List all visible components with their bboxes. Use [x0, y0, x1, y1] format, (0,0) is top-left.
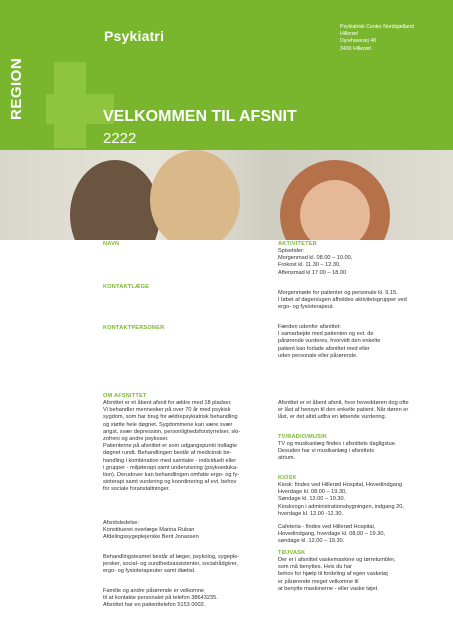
kontaktlaege-label: KONTAKTLÆGE [103, 284, 150, 290]
morgenmoede-text [278, 290, 407, 312]
region-label: REGION [8, 57, 25, 120]
address-block [340, 24, 450, 53]
text-line: atrium. [278, 455, 296, 462]
text-line: patient kan forlade afsnittet med eller [278, 345, 370, 352]
text-line: er låst af hensyn til den enkelte patient. Når døren er [278, 407, 409, 414]
text-line: Aftensmad kl 17.00 – 18.00 [278, 269, 347, 276]
text-line: I løbet af dagen/ugen afholdes aktivitetsgrupper ved [278, 297, 407, 304]
kiosk-label: KIOSK [278, 475, 297, 481]
kontaktpersoner-label: KONTAKTPERSONER [103, 325, 165, 331]
text-line: I samarbejde med patienten og evt. de [278, 331, 374, 338]
address-line: 3400 Hillerød [340, 45, 371, 52]
photo-figure-left [70, 160, 160, 240]
text-line: Vi behandler mennesker på over 70 år med psykisk [103, 407, 231, 414]
text-line: Der er i afsnittet vaskemaskine og tørretumbler, [278, 557, 396, 563]
text-line: sygdom, som har brug for ældrepsykiatrisk behandling [103, 414, 238, 421]
toejvask-text [278, 557, 396, 593]
toejvask-label: TØJVASK [278, 550, 306, 556]
tv-radio-text [278, 441, 396, 463]
text-line: søndage kl. 12.00 – 19.30. [278, 538, 345, 545]
staff-photo [0, 150, 453, 240]
text-line: Afsnitsledelse: [103, 520, 140, 526]
text-line: Afsnittet er et åbent afsnit, hvor hoveddøren dog ofte [278, 400, 409, 406]
text-line: Familie og andre pårørende er velkomne [103, 588, 205, 594]
content-area [0, 240, 453, 640]
text-line: Søndage kl. 12.00 – 19.30. [278, 496, 346, 503]
brand-name: Psykiatri [104, 28, 165, 44]
faerden-text [278, 324, 380, 360]
text-line: jersker, social- og sundhedsassistenter, socialrådgiver, [103, 561, 238, 568]
text-line: at benytte maskinerne - eller vaske tøjet [278, 585, 378, 592]
page-title: VELKOMMEN TIL AFSNIT [103, 108, 297, 125]
text-line: Frokost kl. 11.30 – 12.30, [278, 262, 341, 269]
text-line: ergo- og fysioterapeut. [278, 304, 334, 311]
text-line: Kiosk: findes ved Hillerød Hospital, Hovedindgang [278, 482, 403, 488]
text-line: Behandlingsteamet består af læger, psykolog, sygeple- [103, 554, 240, 560]
text-line: Morgenmad kl. 08.00 – 10.00, [278, 255, 353, 262]
text-line: Morgenmøde for patienter og personale kl. 9.15. [278, 290, 398, 296]
text-line: Konstitueret overlæge Marina Ruban [103, 527, 195, 534]
text-line: behov for hjælp til fordeling af egen vasketøj [278, 571, 388, 578]
text-line: Patienterne på afsnittet er som udgangspunkt indlagte [103, 443, 238, 450]
text-line: Desuden har vi musikanlæg i afsnittets [278, 448, 375, 455]
text-line: sioterapi samt vurdering og koordinering af evt. behov [103, 479, 237, 486]
text-line: Spisetider: [278, 248, 305, 254]
text-line: er pårørende meget velkomne til [278, 578, 359, 585]
kiosk-text [278, 482, 404, 518]
text-line: handling i kombination med samtaler - individuelt eller [103, 457, 237, 464]
text-line: TV og musikanlæg findes i afsnittets dagligstue. [278, 441, 397, 447]
text-line: Afsnittet er et åbent afsnit for ældre med 18 pladser. [103, 400, 232, 406]
address-line: Psykiatrisk Center Nordsjælland [340, 24, 414, 30]
region-box [22, 76, 46, 134]
cafeteria-text [278, 524, 385, 546]
text-line: pårørende vurderes, hvorvidt den enkelte [278, 338, 381, 345]
text-line: Afsnittet har en patienttelefon 5153 0002. [103, 602, 206, 609]
familie-text [103, 588, 218, 610]
navn-label: NAVN [103, 241, 120, 247]
text-line: til at kontakte personalet på telefon 38643235. [103, 595, 218, 602]
text-line: zofreni og andre psykoser. [103, 436, 169, 443]
om-afsnittet-text [103, 400, 240, 494]
afsnitsledelse-text [103, 520, 199, 542]
text-line: Hovedindgang, hverdage kl. 08.00 – 19.30, [278, 531, 385, 538]
aabent-afsnit-text [278, 400, 409, 422]
header [0, 0, 453, 230]
text-line: angst, svær depression, personlighedsforstyrrelser, ski- [103, 428, 241, 435]
spisetider-text [278, 248, 352, 277]
photo-figure-middle [150, 150, 240, 240]
text-line: Afdelingssygeplejerske Berit Jonassen [103, 534, 199, 541]
text-line: tion). Derudover kan behandlingen omfatte ergo- og fy- [103, 472, 240, 479]
text-line: og støtte hele døgnet. Sygdommene kan være svær [103, 421, 233, 428]
text-line: låst, er det altid udfra en løbende vurdering. [278, 414, 387, 421]
text-line: døgnet rundt. Behandlingen består af medicinsk be- [103, 450, 232, 457]
text-line: uden personale eller pårørende. [278, 352, 358, 359]
behandlingsteam-text [103, 554, 239, 576]
text-line: som må benyttes. Hvis du har [278, 564, 352, 571]
address-line: Hillerød [340, 31, 358, 38]
text-line: Kioskvogn i administrationsbygningen, indgang 20, [278, 503, 404, 510]
text-line: Hverdage kl. 08.00 – 19.30, [278, 489, 347, 496]
text-line: hverdage kl. 12.00 -12.30. [278, 510, 343, 517]
om-afsnittet-label: OM AFSNITTET [103, 393, 147, 399]
aktiviteter-label: AKTIVITETER [278, 241, 317, 247]
text-line: for sociale foranstaltninger. [103, 486, 170, 493]
text-line: Cafeteria - findes ved Hillerød Hospital, [278, 524, 376, 530]
address-line: Dyrehavevej 48 [340, 38, 377, 45]
page-subtitle: 2222 [103, 130, 137, 147]
tv-radio-label: TV/RADIO/MUSIK [278, 434, 328, 440]
text-line: i grupper - miljøterapi samt undervisning (psykoeduka- [103, 464, 238, 471]
text-line: ergo- og fysioterapeuter samt diætist. [103, 568, 196, 575]
text-line: Færden udenfor afsnittet: [278, 324, 341, 330]
